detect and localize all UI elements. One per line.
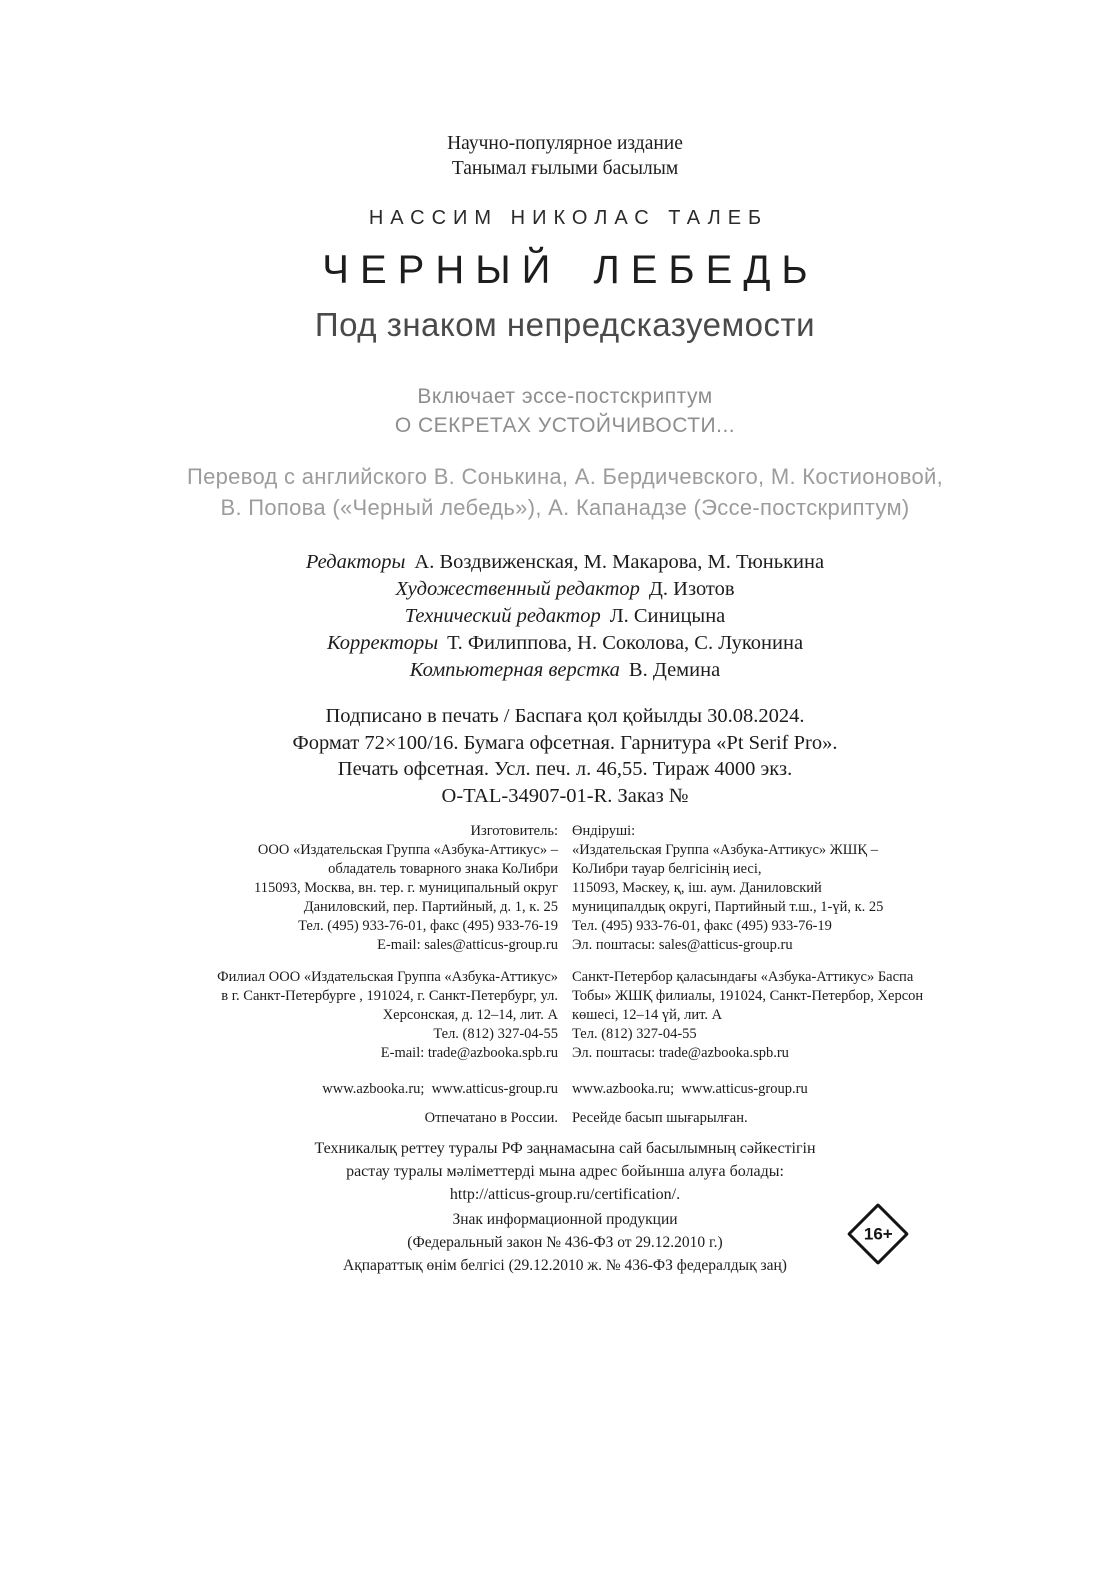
branch-line: Тел. (812) 327-04-55: [433, 1026, 558, 1042]
info-sign-line: Знак информационной продукции: [452, 1211, 678, 1228]
manufacturer-block-kz: [572, 822, 1015, 955]
includes-line-1: Включает эссе-постскриптум: [417, 385, 713, 408]
manufacturer-line: «Издательская Группа «Азбука-Аттикус» ЖШҚ –: [572, 842, 878, 858]
manufacturer-line: 115093, Мәскеу, қ, іш. аум. Даниловский: [572, 880, 822, 896]
translation-line-1: Перевод с английского В. Сонькина, А. Бердичевского, М. Костионовой,: [186, 464, 943, 489]
manufacturer-line: муниципалдық округі, Партийный т.ш., 1-үй, к. 25: [572, 899, 884, 915]
book-subtitle: Под знаком непредсказуемости: [314, 306, 816, 343]
credits-line-layout: [115, 657, 1015, 684]
author-name: НАССИМ НИКОЛАС ТАЛЕБ: [368, 207, 769, 229]
manufacturer-line: Изготовитель:: [470, 823, 558, 839]
credits-line-proofreaders: [115, 630, 1015, 657]
branch-line: көшесі, 12–14 үй, лит. А: [572, 1007, 723, 1023]
branch-line: Филиал ООО «Издательская Группа «Азбука-Аттикус»: [217, 969, 558, 985]
credits-names: Т. Филиппова, Н. Соколова, С. Луконина: [447, 632, 804, 654]
credits-names: В. Демина: [628, 659, 721, 681]
credits-block: [115, 549, 1015, 684]
credits-line-art-editor: [115, 576, 1015, 603]
credits-role-label: Компьютерная верстка: [409, 659, 620, 681]
branch-line: Санкт-Петербор қаласындағы «Азбука-Аттикус» Баспа: [572, 969, 914, 985]
manufacturer-line: КоЛибри тауар белгісінің иесі,: [572, 861, 762, 877]
websites-kz: www.azbooka.ru; www.atticus-group.ru: [572, 1081, 808, 1097]
manufacturer-line: Өндіруші:: [572, 823, 636, 839]
edition-line-ru: Научно-популярное издание: [447, 133, 683, 154]
info-sign-line: (Федеральный закон № 436-ФЗ от 29.12.2010 г.): [407, 1234, 723, 1251]
manufacturer-email: E-mail: sales@atticus-group.ru: [377, 937, 558, 953]
manufacturer-email: Эл. поштасы: sales@atticus-group.ru: [572, 937, 793, 953]
credits-role-label: Редакторы: [305, 551, 406, 573]
branch-line: в г. Санкт-Петербурге , 191024, г. Санкт-Петербург, ул.: [221, 988, 558, 1004]
manufacturer-line: Даниловский, пер. Партийный, д. 1, к. 25: [303, 899, 558, 915]
print-info-line: Печать офсетная. Усл. печ. л. 46,55. Тираж 4000 экз.: [337, 758, 793, 780]
print-info-line: O-TAL-34907-01-R. Заказ №: [441, 784, 689, 807]
edition-block: [115, 131, 1015, 181]
imprint-column-russian: [115, 822, 565, 1128]
credits-names: Л. Синицына: [609, 605, 726, 627]
branch-email: Эл. поштасы: trade@azbooka.spb.ru: [572, 1045, 789, 1061]
colophon-content: [115, 0, 1015, 1277]
translation-line-2: В. Попова («Черный лебедь»), А. Капанадзе (Эссе-постскриптум): [220, 495, 910, 520]
credits-role-label: Художественный редактор: [395, 578, 640, 600]
credits-names: А. Воздвиженская, М. Макарова, М. Тюнькина: [414, 551, 825, 573]
edition-line-kz: Танымал ғылыми басылым: [451, 158, 679, 179]
includes-line-2: О СЕКРЕТАХ УСТОЙЧИВОСТИ...: [394, 414, 736, 437]
certification-url: http://atticus-group.ru/certification/.: [449, 1186, 681, 1203]
branch-line: Тобы» ЖШҚ филиалы, 191024, Санкт-Петербор, Херсон: [572, 988, 924, 1004]
printed-in-ru: Отпечатано в России.: [424, 1110, 558, 1126]
manufacturer-line: обладатель товарного знака КоЛибри: [328, 861, 558, 877]
includes-block: [115, 382, 1015, 440]
print-info-line: Подписано в печать / Баспаға қол қойылды 30.08.2024.: [325, 705, 805, 727]
certification-line: растау туралы мәліметтерді мына адрес бойынша алуға болады:: [346, 1163, 784, 1180]
print-info-line: Формат 72×100/16. Бумага офсетная. Гарнитура «Pt Serif Pro».: [292, 731, 838, 754]
certification-block: [115, 1137, 1015, 1206]
branch-line: Херсонская, д. 12–14, лит. А: [382, 1007, 558, 1023]
printed-in-kz: Ресейде басып шығарылған.: [572, 1110, 748, 1126]
print-info-block: [115, 703, 1015, 809]
branch-block-kz: [572, 968, 1015, 1063]
certification-line: Техникалық реттеу туралы РФ заңнамасына сай басылымның сәйкестігін: [314, 1140, 816, 1157]
credits-line-tech-editor: [115, 603, 1015, 630]
credits-names: Д. Изотов: [648, 578, 735, 600]
credits-role-label: Корректоры: [326, 632, 439, 654]
branch-email: E-mail: trade@azbooka.spb.ru: [380, 1045, 558, 1061]
info-sign-line: Ақпараттық өнім белгісі (29.12.2010 ж. № 436-ФЗ федералдық заң): [343, 1257, 787, 1274]
branch-line: Тел. (812) 327-04-55: [572, 1026, 697, 1042]
manufacturer-line: Тел. (495) 933-76-01, факс (495) 933-76-19: [298, 918, 558, 934]
manufacturer-line: Тел. (495) 933-76-01, факс (495) 933-76-19: [572, 918, 832, 934]
imprint-columns: [115, 822, 1015, 1128]
manufacturer-line: ООО «Издательская Группа «Азбука-Аттикус» –: [257, 842, 558, 858]
age-rating-text: 16+: [863, 1224, 893, 1243]
translation-block: [115, 461, 1015, 523]
book-title: ЧЕРНЫЙ ЛЕБЕДЬ: [322, 248, 819, 292]
imprint-column-kazakh: [565, 822, 1015, 1128]
branch-block-ru: [115, 968, 558, 1063]
manufacturer-line: 115093, Москва, вн. тер. г. муниципальный округ: [254, 880, 558, 896]
websites-ru: www.azbooka.ru; www.atticus-group.ru: [322, 1081, 558, 1097]
credits-line-editors: [115, 549, 1015, 576]
credits-role-label: Технический редактор: [404, 605, 601, 627]
manufacturer-block-ru: [115, 822, 558, 955]
